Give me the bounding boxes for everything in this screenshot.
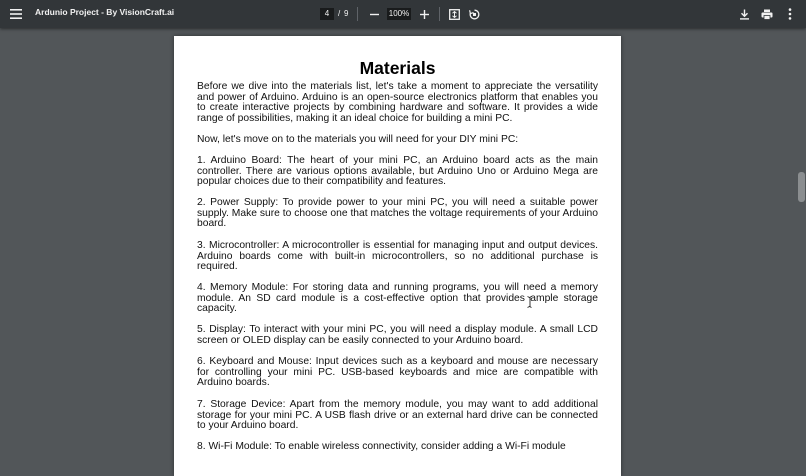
scrollbar-thumb[interactable]: [798, 172, 805, 202]
print-icon[interactable]: [757, 4, 777, 24]
page-heading: Materials: [359, 58, 436, 78]
page-number-input[interactable]: [320, 8, 334, 20]
total-pages: 9: [344, 9, 349, 18]
text-cursor-icon: [527, 296, 533, 308]
paragraph-storage-device: 7. Storage Device: Apart from the memory module, you may want to add additional storage for your mini PC. A USB flash drive or an external hard drive can be connected to your Arduino board.: [197, 399, 598, 432]
toolbar-divider: [357, 7, 358, 21]
pdf-page: [174, 36, 621, 476]
zoom-in-button[interactable]: [414, 4, 434, 24]
toolbar-divider: [439, 7, 440, 21]
paragraph-microcontroller: 3. Microcontroller: A microcontroller is essential for managing input and output devices. Arduino boards come with built-in microcontrollers, so no additional purchase is required.: [197, 240, 598, 273]
menu-icon[interactable]: [6, 4, 26, 24]
paragraph-memory-module: 4. Memory Module: For storing data and running programs, you will need a memory module. An SD card module is a cost-effective option that provides ample storage capacity.: [197, 282, 598, 315]
paragraph-power-supply: 2. Power Supply: To provide power to your mini PC, you will need a suitable power supply. Make sure to choose one that matches the voltage requirements of your Arduino board.: [197, 197, 598, 230]
paragraph-wifi-module: 8. Wi-Fi Module: To enable wireless connectivity, consider adding a Wi-Fi module: [197, 441, 566, 452]
fit-to-page-icon[interactable]: [444, 4, 464, 24]
pdf-toolbar: [0, 0, 806, 28]
paragraph-intro: Before we dive into the materials list, let's take a moment to appreciate the versatility and power of Arduino. Arduino is an open-source electronics platform that enables you to create interactive projects by combining hardware and software. It provides a wide range of possibilities, making it an ideal choice for building a mini PC.: [197, 81, 598, 124]
zoom-out-button[interactable]: [364, 4, 384, 24]
paragraph-display: 5. Display: To interact with your mini PC, you will need a display module. A small LCD screen or OLED display can be easily connected to your Arduino board.: [197, 324, 598, 346]
vertical-scrollbar[interactable]: [797, 28, 806, 448]
zoom-level-input[interactable]: 100%: [388, 9, 410, 18]
download-icon[interactable]: [734, 4, 754, 24]
paragraph-arduino-board: 1. Arduino Board: The heart of your mini PC, an Arduino board acts as the main controller. There are various options available, but Arduino Uno or Arduino Mega are popular choices due to their compatibility and features.: [197, 155, 598, 188]
document-title: Ardunio Project - By VisionCraft.ai: [35, 7, 175, 17]
more-options-icon[interactable]: [780, 4, 800, 24]
paragraph-materials-intro: Now, let's move on to the materials you will need for your DIY mini PC:: [197, 134, 519, 145]
page-separator: /: [338, 9, 341, 18]
rotate-icon[interactable]: [464, 4, 484, 24]
paragraph-keyboard-mouse: 6. Keyboard and Mouse: Input devices such as a keyboard and mouse are necessary for controlling your mini PC. USB-based keyboards and mice are compatible with Arduino boards.: [197, 356, 598, 389]
